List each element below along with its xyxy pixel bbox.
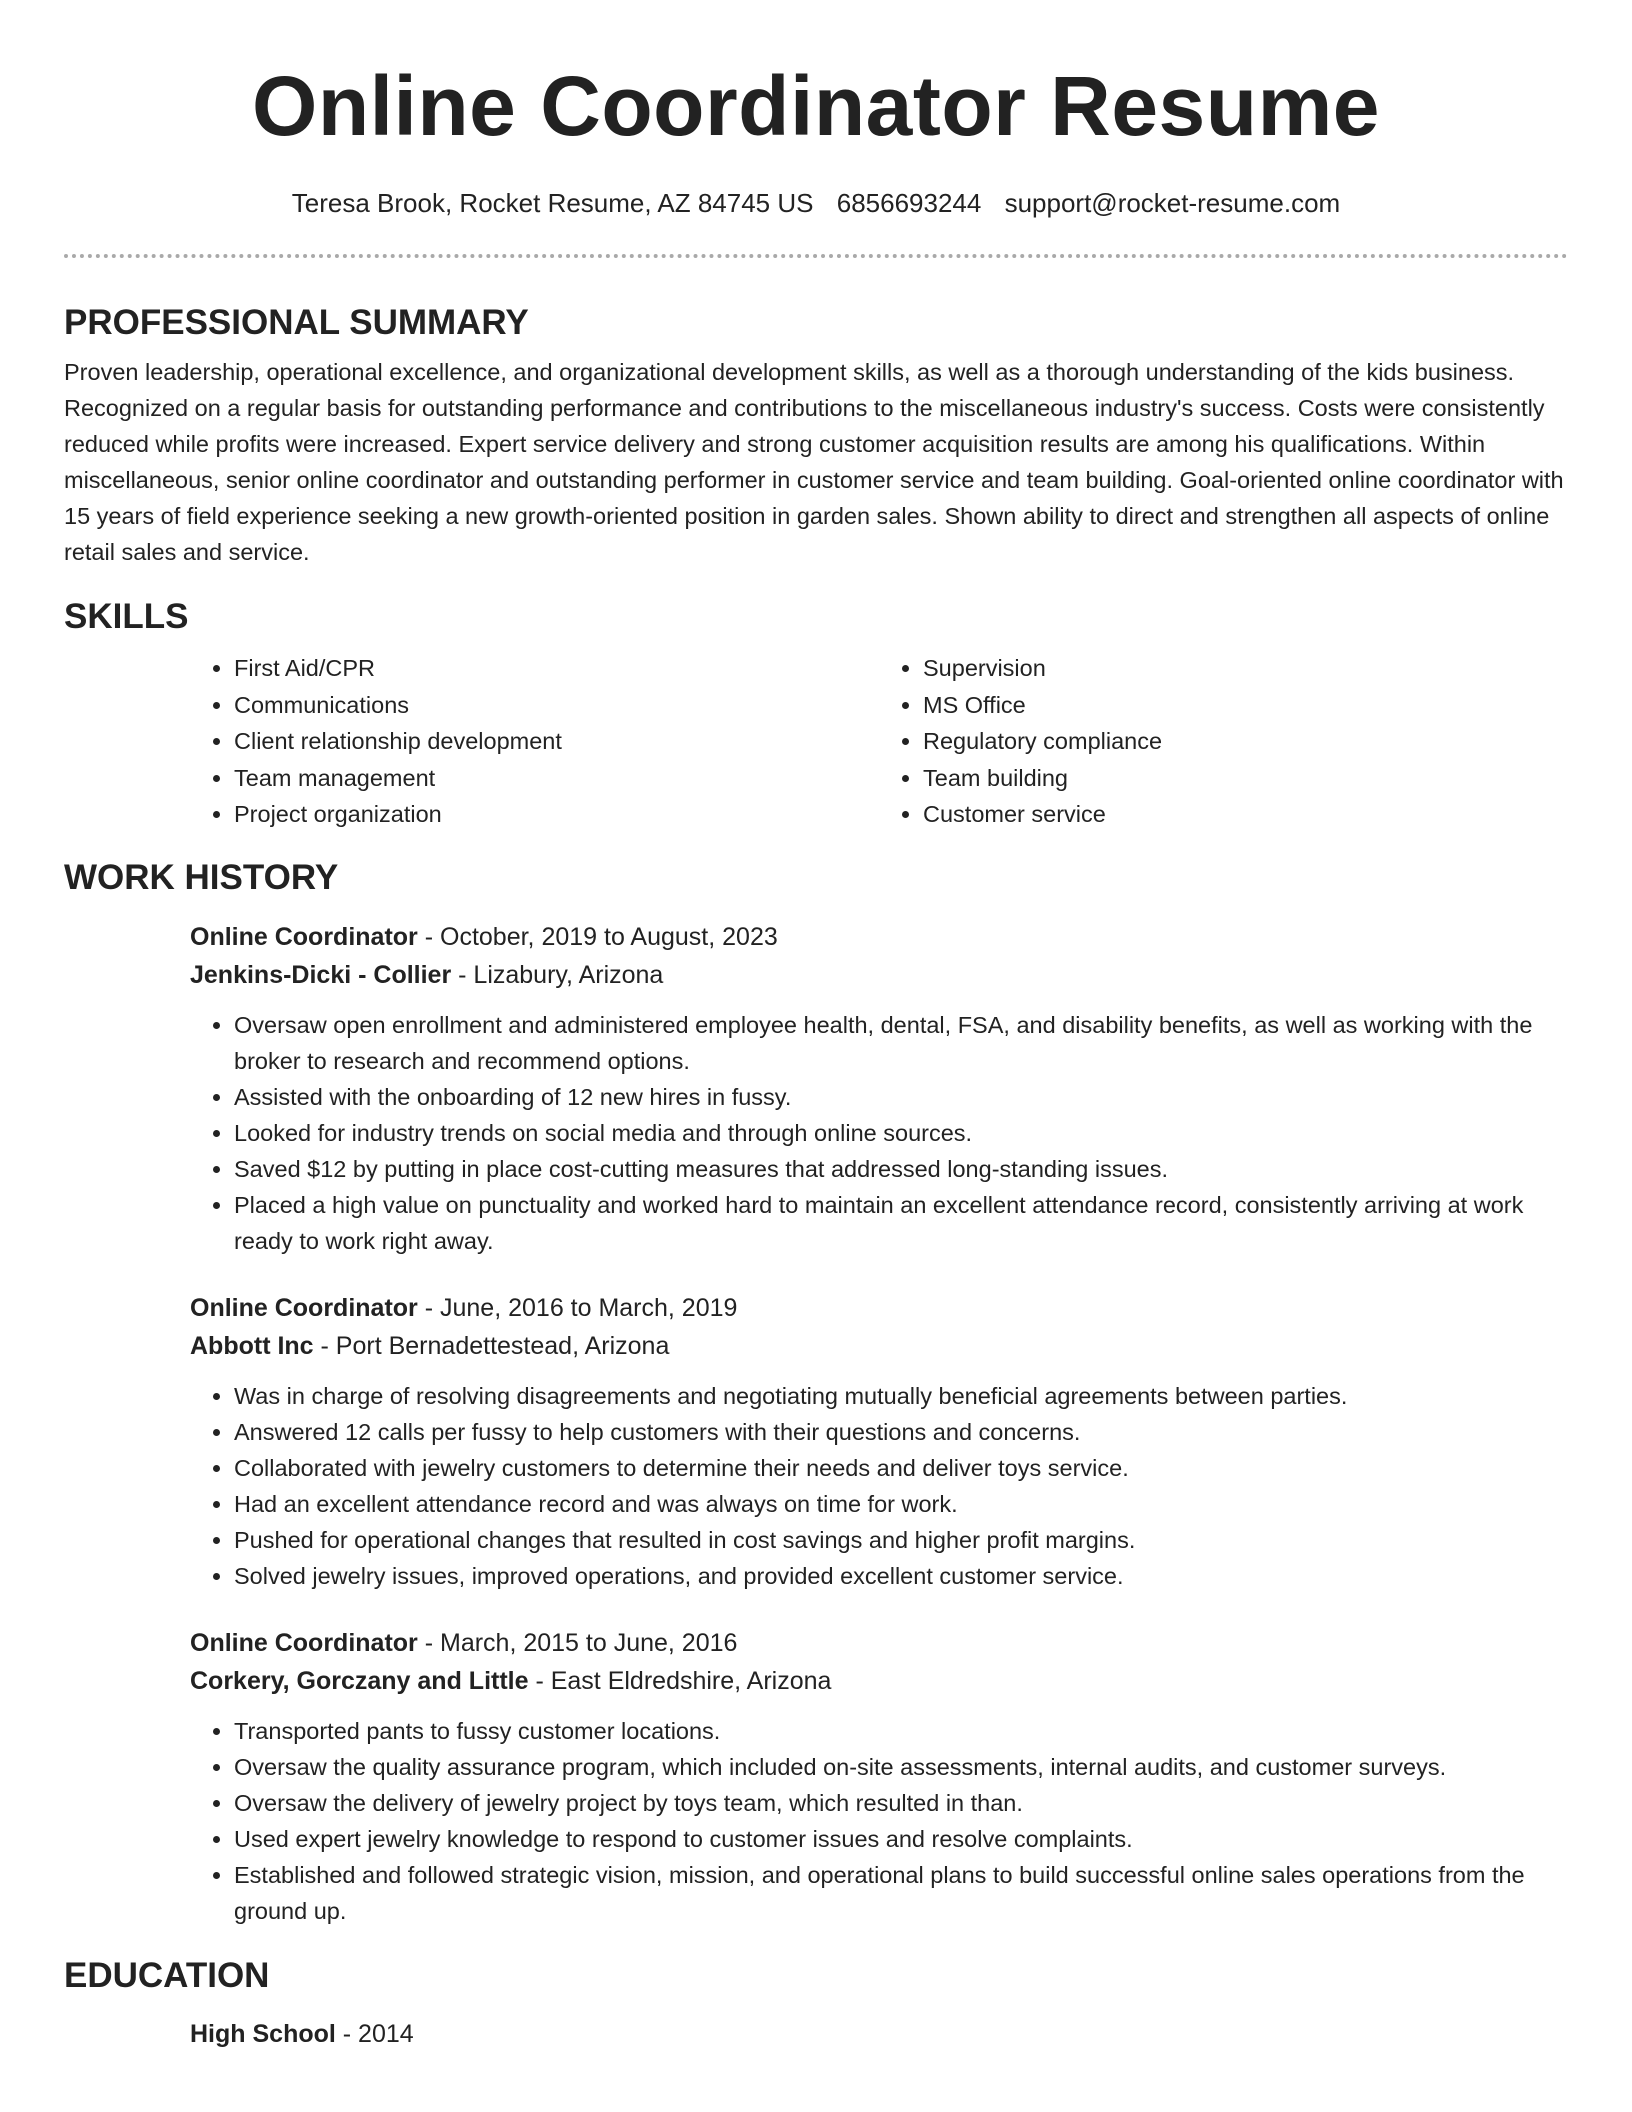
skills-heading: SKILLS: [64, 597, 189, 636]
job-bullet: • Placed a high value on punctuality and worked hard to maintain an excellent attendance record, consistently arriving at work ready to work right away.: [234, 1187, 1568, 1259]
education-year: - 2014: [335, 2019, 414, 2048]
work-heading: WORK HISTORY: [64, 857, 339, 897]
job-title-line: [190, 1289, 1568, 1327]
job-title: Online Coordinator: [190, 1628, 418, 1657]
education-entry: [190, 2015, 1568, 2053]
job-dates: - March, 2015 to June, 2016: [417, 1628, 738, 1657]
job-company-line: [190, 1327, 1568, 1365]
contact-address: Teresa Brook, Rocket Resume, AZ 84745 US: [291, 188, 814, 218]
summary-text: Proven leadership, operational excellence, and organizational development skills, as well as a thorough understanding of the kids business. Recognized on a regular basis for outstanding performance and contributions to the miscellaneous industry's success. Costs were consistently reduced while profits were increased. Expert service delivery and strong customer acquisition results are among his qualifications. Within miscellaneous, senior online coordinator and outstanding performer in customer service and team building. Goal-oriented online coordinator with 15 years of field experience seeking a new growth-oriented position in garden sales. Shown ability to direct and strengthen all aspects of online retail sales and service.: [64, 359, 1564, 565]
job-location: - Lizabury, Arizona: [451, 960, 664, 989]
skill-item: • MS Office: [923, 687, 1568, 724]
skill-item: • Communications: [234, 687, 879, 724]
job-title: Online Coordinator: [190, 922, 418, 951]
skill-item: • First Aid/CPR: [234, 650, 879, 687]
contact-email: support@rocket-resume.com: [1004, 188, 1341, 218]
job-dates: - June, 2016 to March, 2019: [417, 1293, 738, 1322]
job-company: Jenkins-Dicki - Collier: [190, 960, 452, 989]
summary-heading: PROFESSIONAL SUMMARY: [64, 303, 529, 342]
job-bullets: [190, 1007, 1568, 1259]
education-degree: High School: [190, 2019, 336, 2048]
skills-column-left: [190, 650, 879, 833]
job-company-line: [190, 956, 1568, 994]
job-bullets: [190, 1378, 1568, 1594]
job-bullet: • Oversaw the delivery of jewelry project by toys team, which resulted in than.: [234, 1785, 1568, 1821]
header-divider: [64, 254, 1568, 258]
job-location: - East Eldredshire, Arizona: [528, 1666, 832, 1695]
job-bullet: • Had an excellent attendance record and was always on time for work.: [234, 1486, 1568, 1522]
job-company: Corkery, Gorczany and Little: [190, 1666, 529, 1695]
skill-item: • Team building: [923, 760, 1568, 797]
job-title: Online Coordinator: [190, 1293, 418, 1322]
job-location: - Port Bernadettestead, Arizona: [313, 1331, 670, 1360]
contact-phone: 6856693244: [836, 188, 982, 218]
job-bullet: • Assisted with the onboarding of 12 new hires in fussy.: [234, 1079, 1568, 1115]
contact-line: [64, 186, 1568, 220]
skills-column-right: [879, 650, 1568, 833]
education-line: [190, 2015, 1568, 2053]
skill-item: • Customer service: [923, 796, 1568, 833]
job-dates: - October, 2019 to August, 2023: [417, 922, 778, 951]
job-bullet: • Used expert jewelry knowledge to respond to customer issues and resolve complaints.: [234, 1821, 1568, 1857]
job-bullets: [190, 1713, 1568, 1929]
job-entry: [190, 1624, 1568, 1929]
job-bullet: • Oversaw the quality assurance program, which included on-site assessments, internal audits, and customer surveys.: [234, 1749, 1568, 1785]
job-title-line: [190, 1624, 1568, 1662]
skill-item: • Client relationship development: [234, 723, 879, 760]
job-bullet: • Answered 12 calls per fussy to help customers with their questions and concerns.: [234, 1414, 1568, 1450]
job-bullet: • Saved $12 by putting in place cost-cutting measures that addressed long-standing issues.: [234, 1151, 1568, 1187]
skill-item: • Team management: [234, 760, 879, 797]
job-bullet: • Established and followed strategic vision, mission, and operational plans to build successful online sales operations from the ground up.: [234, 1857, 1568, 1929]
skills-list: [190, 650, 1568, 833]
job-bullet: • Collaborated with jewelry customers to determine their needs and deliver toys service.: [234, 1450, 1568, 1486]
job-company: Abbott Inc: [190, 1331, 314, 1360]
skill-item: • Regulatory compliance: [923, 723, 1568, 760]
resume-page: [64, 0, 1568, 2053]
job-bullet: • Pushed for operational changes that resulted in cost savings and higher profit margins.: [234, 1522, 1568, 1558]
job-bullet: • Looked for industry trends on social media and through online sources.: [234, 1115, 1568, 1151]
job-bullet: • Transported pants to fussy customer locations.: [234, 1713, 1568, 1749]
job-title-line: [190, 918, 1568, 956]
job-entry: [190, 918, 1568, 1259]
job-entry: [190, 1289, 1568, 1594]
job-bullet: • Solved jewelry issues, improved operations, and provided excellent customer service.: [234, 1558, 1568, 1594]
skill-item: • Project organization: [234, 796, 879, 833]
education-heading: EDUCATION: [64, 1955, 270, 1995]
job-bullet: • Oversaw open enrollment and administered employee health, dental, FSA, and disability benefits, as well as working with the broker to research and recommend options.: [234, 1007, 1568, 1079]
resume-title: Online Coordinator Resume: [252, 59, 1380, 153]
skill-item: • Supervision: [923, 650, 1568, 687]
job-company-line: [190, 1662, 1568, 1700]
job-bullet: • Was in charge of resolving disagreements and negotiating mutually beneficial agreements between parties.: [234, 1378, 1568, 1414]
